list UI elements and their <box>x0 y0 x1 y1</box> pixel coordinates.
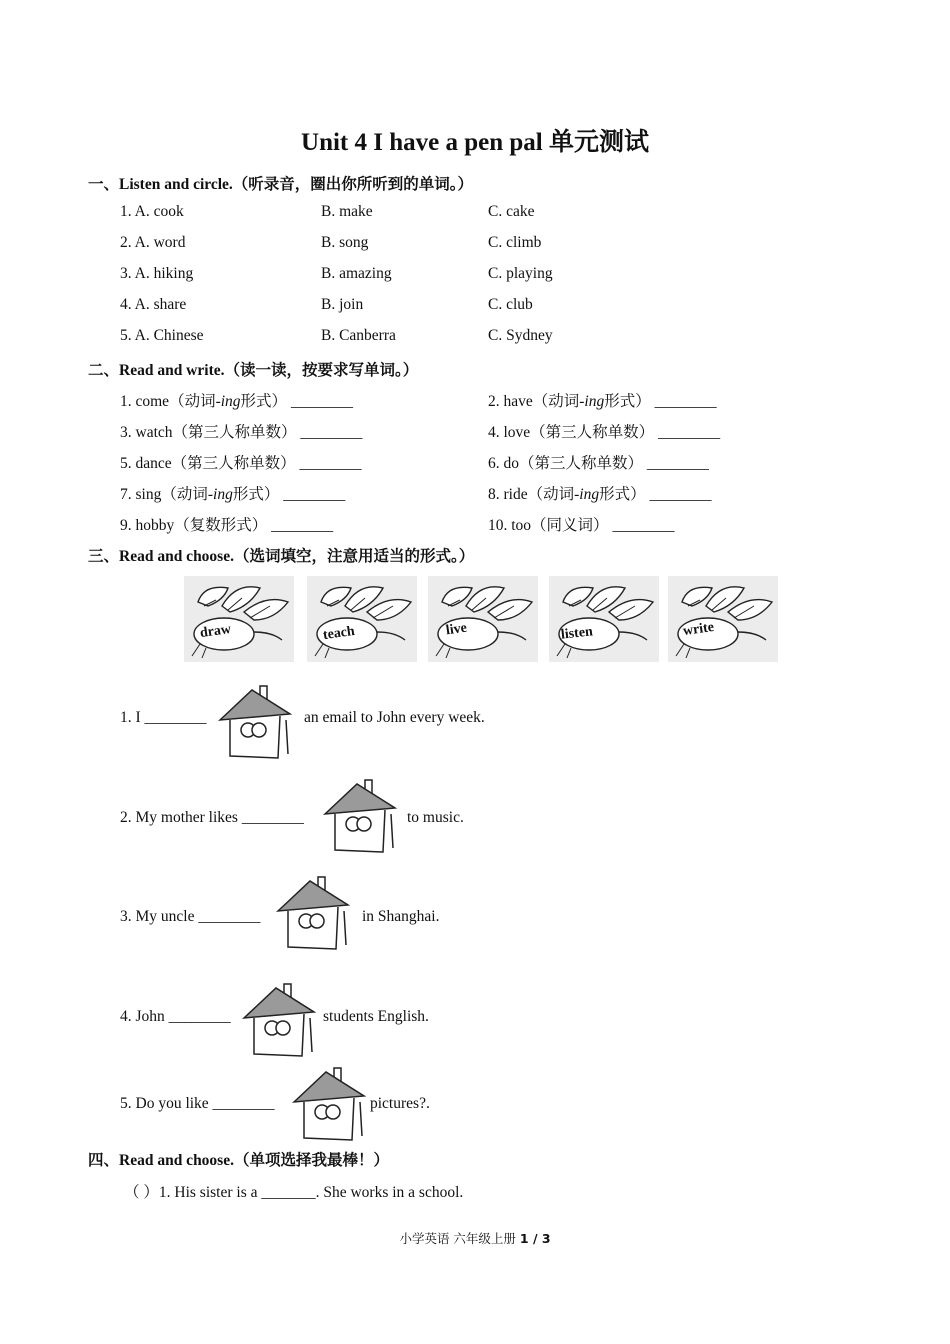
s4-question-1: （ ）1. His sister is a _______. She works in a school. <box>124 1184 464 1201</box>
word-draw: draw <box>199 621 232 642</box>
s2-item-10: 10. too（同义词） ________ <box>488 517 675 534</box>
s2-blank-5[interactable]: ________ <box>295 455 362 472</box>
house-icon <box>290 1066 372 1148</box>
word-card-listen <box>549 576 659 662</box>
s2-item-6: 6. do（第三人称单数） ________ <box>488 455 709 472</box>
s2-blank-9[interactable]: ________ <box>267 517 334 534</box>
s2-blank-1[interactable]: ________ <box>287 393 353 410</box>
s1-row-4-a: 4. A. share <box>120 296 187 313</box>
s3-sentence-1-before: 1. I ________ <box>120 709 207 726</box>
s1-row-3-c: C. playing <box>488 265 553 282</box>
s2-blank-2[interactable]: ________ <box>650 393 717 410</box>
house-icon <box>321 778 403 860</box>
s1-row-5-c: C. Sydney <box>488 327 553 344</box>
s3-sentence-5-after: pictures?. <box>370 1095 430 1112</box>
s3-sentence-2-after: to music. <box>407 809 464 826</box>
s2-item-3: 3. watch（第三人称单数） ________ <box>120 424 363 441</box>
s2-blank-6[interactable]: ________ <box>643 455 709 472</box>
s3-sentence-3-after: in Shanghai. <box>362 908 440 925</box>
s1-row-2-b: B. song <box>321 234 369 251</box>
s2-item-5: 5. dance（第三人称单数） ________ <box>120 455 362 472</box>
page-number: 1 / 3 <box>519 1231 551 1246</box>
s1-row-1-b: B. make <box>321 203 373 220</box>
leaf-icon <box>668 576 778 662</box>
page-footer: 小学英语 六年级上册 1 / 3 <box>399 1231 551 1246</box>
word-card-write <box>668 576 778 662</box>
s2-item-2: 2. have（动词-ing形式） ________ <box>488 393 717 410</box>
word-card-teach <box>307 576 417 662</box>
house-icon <box>274 875 356 957</box>
leaf-icon <box>184 576 294 662</box>
s2-blank-7[interactable]: ________ <box>279 486 346 503</box>
word-teach: teach <box>322 623 356 644</box>
s2-blank-10[interactable]: ________ <box>608 517 675 534</box>
s3-sentence-1-after: an email to John every week. <box>304 709 485 726</box>
s2-blank-8[interactable]: ________ <box>645 486 712 503</box>
word-write: write <box>682 619 715 640</box>
s2-blank-3[interactable]: ________ <box>296 424 363 441</box>
leaf-icon <box>307 576 417 662</box>
word-card-draw <box>184 576 294 662</box>
s1-row-4-c: C. club <box>488 296 533 313</box>
word-listen: listen <box>560 624 594 643</box>
s2-blank-4[interactable]: ________ <box>654 424 721 441</box>
s1-row-3-b: B. amazing <box>321 265 392 282</box>
s1-row-2-c: C. climb <box>488 234 542 251</box>
section-1-heading: 一、Listen and circle.（听录音，圈出你所听到的单词。） <box>88 176 474 193</box>
word-card-live <box>428 576 538 662</box>
s1-row-1-a: 1. A. cook <box>120 203 184 220</box>
s1-row-4-b: B. join <box>321 296 364 313</box>
s1-row-5-b: B. Canberra <box>321 327 396 344</box>
s1-row-2-a: 2. A. word <box>120 234 186 251</box>
s3-sentence-2-before: 2. My mother likes ________ <box>120 809 304 826</box>
word-live: live <box>444 620 468 639</box>
section-3-heading: 三、Read and choose.（选词填空，注意用适当的形式。） <box>88 548 475 565</box>
s3-sentence-5-before: 5. Do you like ________ <box>120 1095 275 1112</box>
s2-item-9: 9. hobby（复数形式） ________ <box>120 517 334 534</box>
s1-row-1-c: C. cake <box>488 203 535 220</box>
house-icon <box>216 684 298 766</box>
s1-row-5-a: 5. A. Chinese <box>120 327 204 344</box>
house-icon <box>240 982 322 1064</box>
s3-sentence-3-before: 3. My uncle ________ <box>120 908 261 925</box>
page-title: Unit 4 I have a pen pal 单元测试 <box>301 129 649 156</box>
s1-row-3-a: 3. A. hiking <box>120 265 194 282</box>
s2-item-7: 7. sing（动词-ing形式） ________ <box>120 486 346 503</box>
s2-item-4: 4. love（第三人称单数） ________ <box>488 424 721 441</box>
s2-item-8: 8. ride（动词-ing形式） ________ <box>488 486 712 503</box>
s3-sentence-4-before: 4. John ________ <box>120 1008 231 1025</box>
s3-sentence-4-after: students English. <box>323 1008 429 1025</box>
section-2-heading: 二、Read and write.（读一读，按要求写单词。） <box>88 362 419 379</box>
leaf-icon <box>549 576 659 662</box>
leaf-icon <box>428 576 538 662</box>
section-4-heading: 四、Read and choose.（单项选择我最棒！） <box>88 1152 389 1169</box>
s2-item-1: 1. come（动词-ing形式） ________ <box>120 393 353 410</box>
answer-paren[interactable]: （ ） <box>124 1184 159 1201</box>
